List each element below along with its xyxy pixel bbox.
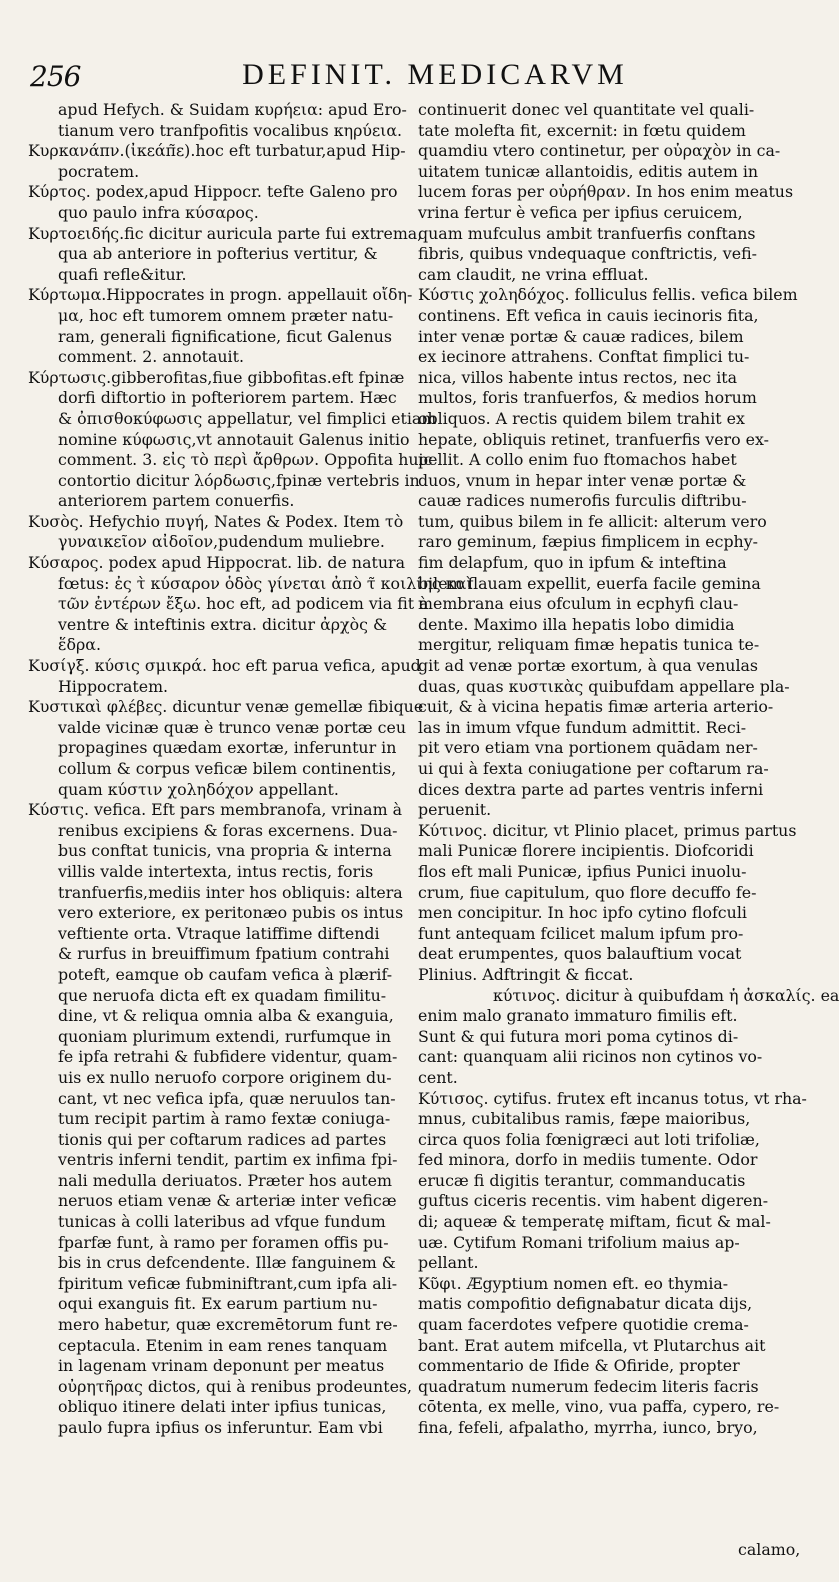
text-line: circa quos folia fœnigræci aut loti trifoliæ,: [418, 1129, 760, 1149]
text-line: comment. 2. annotauit.: [58, 347, 244, 367]
text-line: erucæ fi digitis terantur, commanducatis: [418, 1170, 746, 1190]
text-line: pocratem.: [58, 161, 140, 181]
text-line: Κύρτος. podex,apud Hippocr. tefte Galeno pro: [28, 182, 398, 202]
text-line: poteft, eamque ob caufam vefica à plærif-: [58, 964, 393, 984]
text-line: tionis qui per coftarum radices ad partes: [58, 1129, 387, 1149]
text-line: nomine κύφωσις,vt annotauit Galenus initio: [58, 429, 410, 449]
text-line: quamdiu vtero continetur, per οὐραχὸν in ca-: [418, 141, 781, 161]
text-line: quam mufculus ambit tranfuerfis conftans: [418, 223, 756, 243]
text-line: anteriorem partem conuerfis.: [58, 491, 295, 511]
text-line: cent.: [418, 1067, 458, 1087]
text-line: Κύστις χοληδόχος. folliculus fellis. vefica bilem: [418, 285, 798, 305]
text-line: tate molefta fit, excernit: in fœtu quidem: [418, 120, 746, 140]
text-line: τῶν ἐντέρων ἔξω. hoc eft, ad podicem via fit à: [58, 594, 429, 614]
text-line: ex iecinore attrahens. Conftat fimplici tu-: [418, 347, 750, 367]
text-line: in lagenam vrinam deponunt per meatus: [58, 1356, 385, 1376]
text-line: enim malo granato immaturo fimilis eft.: [418, 1006, 738, 1026]
text-line: men concipitur. In hoc ipfo cytino flofculi: [418, 903, 747, 923]
text-line: lucem foras per οὐρήθραν. In hos enim meatus: [418, 182, 794, 202]
right-column: [418, 100, 839, 1439]
text-line: cauæ radices numerofis furculis diftribu-: [418, 491, 747, 511]
text-line: oqui exanguis fit. Ex earum partium nu-: [58, 1294, 378, 1314]
text-line: villis valde intertexta, intus rectis, foris: [58, 861, 374, 881]
text-line: κύτινος. dicitur à quibufdam ἡ ἀσκαλίς. ea: [493, 985, 839, 1005]
text-line: collum & corpus veficæ bilem continentis,: [58, 759, 397, 778]
running-title: DEFINIT. MEDICARVM: [242, 58, 628, 91]
text-line: neruos etiam venæ & arteriæ inter veficæ: [58, 1191, 397, 1211]
text-line: Κυστικαὶ φλέβες. dicuntur venæ gemellæ fibique: [28, 697, 424, 717]
text-line: fœtus: ἐς τ̀ κύσαρον ὁδὸς γίνεται ἀπὸ τ̃ κοιλίης καὶ: [58, 573, 473, 593]
text-line: tianum vero tranfpofitis vocalibus κηρύεια.: [58, 120, 403, 140]
text-line: di; aqueæ & temperatę miftam, ficut & mal-: [418, 1212, 771, 1232]
text-line: que neruofa dicta eft ex quadam fimilitu-: [58, 985, 387, 1005]
text-line: nali medulla deriuatos. Præter hos autem: [58, 1170, 392, 1190]
text-line: comment. 3. εἰς τὸ περὶ ἄρθρων. Oppofita huic: [58, 450, 433, 470]
text-line: tum, quibus bilem in fe allicit: alterum vero: [418, 511, 767, 531]
text-line: fpiritum veficæ fubminiftrant,cum ipfa ali-: [58, 1273, 398, 1293]
text-line: inter venæ portæ & cauæ radices, bilem: [418, 326, 744, 346]
text-line: & rurfus in breuiffimum fpatium contrahi: [58, 944, 390, 964]
text-line: ceptacula. Etenim in eam renes tanquam: [58, 1335, 388, 1355]
text-line: raro geminum, fæpius fimplicem in ecphy-: [418, 532, 758, 552]
text-line: uitatem tunicæ allantoidis, editis autem in: [418, 161, 759, 181]
text-line: dine, vt & reliqua omnia alba & exanguia,: [58, 1006, 394, 1026]
text-line: pellant.: [418, 1253, 479, 1273]
text-line: membrana eius ofculum in ecphyfi clau-: [418, 594, 739, 614]
text-line: Κύρτωμα.Hippocrates in progn. appellauit οἴδη-: [28, 285, 413, 305]
text-line: propagines quædam exortæ, inferuntur in: [58, 738, 397, 758]
text-line: apud Hefych. & Suidam κυρήεια: apud Ero-: [58, 100, 407, 119]
text-line: Plinius. Adftringit & ficcat.: [418, 964, 634, 984]
text-line: pit vero etiam vna portionem quādam ner-: [418, 738, 758, 758]
text-line: quam facerdotes vefpere quotidie crema-: [418, 1315, 749, 1335]
text-line: οὐρητῆρας dictos, qui à renibus prodeuntes,: [58, 1376, 413, 1396]
text-line: Κύτινος. dicitur, vt Plinio placet, primus partus: [418, 820, 797, 840]
text-line: Κυσὸς. Hefychio πυγή, Nates & Podex. Item τὸ: [28, 511, 404, 531]
text-line: duas, quas κυστικὰς quibufdam appellare pla-: [418, 676, 790, 696]
text-line: ventre & inteftinis extra. dicitur ἀρχὸς &: [58, 614, 388, 634]
text-line: cuit, & à vicina hepatis fimæ arteria arterio-: [418, 697, 774, 717]
text-line: vrina fertur è vefica per ipfius ceruicem,: [418, 202, 743, 222]
text-line: bilem flauam expellit, euerfa facile gemina: [418, 573, 761, 593]
text-line: μα, hoc eft tumorem omnem præter natu-: [58, 305, 394, 325]
text-line: las in imum vfque fundum admittit. Reci-: [418, 717, 747, 737]
text-line: contortio dicitur λόρδωσις,fpinæ vertebris in: [58, 470, 420, 490]
text-line: fparfæ funt, à ramo per foramen offis pu-: [58, 1232, 389, 1252]
text-line: fim delapfum, quo in ipfum & inteftina: [418, 553, 727, 573]
text-line: veftiente orta. Vtraque latiffime diftendi: [58, 923, 380, 943]
text-line: ui qui à fexta coniugatione per coftarum ra-: [418, 759, 769, 778]
text-line: multos, foris tranfuerfos, & medios horum: [418, 388, 757, 408]
text-line: paulo fupra ipfius os inferuntur. Eam vbi: [58, 1418, 383, 1437]
text-line: mero habetur, quæ excremētorum funt re-: [58, 1315, 398, 1335]
text-line: mali Punicæ florere incipientis. Diofcoridi: [418, 841, 754, 861]
text-line: tranfuerfis,mediis inter hos obliquis: altera: [58, 882, 403, 902]
text-line: tunicas à colli lateribus ad vfque fundum: [58, 1212, 386, 1232]
text-line: quafi refle&itur.: [58, 264, 187, 284]
text-line: bus conftat tunicis, vna propria & interna: [58, 841, 392, 861]
text-line: uis ex nullo neruofo corpore originem du-: [58, 1067, 392, 1087]
text-line: & ὀπισθοκύφωσις appellatur, vel fimplici etiam: [58, 408, 437, 428]
text-line: dices dextra parte ad partes ventris inferni: [418, 779, 764, 799]
text-line: uæ. Cytifum Romani trifolium maius ap-: [418, 1232, 740, 1252]
text-line: pellit. A collo enim fuo ftomachos habet: [418, 450, 737, 470]
text-line: flos eft mali Punicæ, ipfius Punici inuolu-: [418, 861, 747, 881]
text-line: git ad venæ portæ exortum, à qua venulas: [418, 656, 759, 676]
text-line: Sunt & qui futura mori poma cytinos di-: [418, 1026, 739, 1046]
text-line: continens. Eft vefica in cauis iecinoris fita,: [418, 305, 759, 325]
text-line: Hippocratem.: [58, 676, 169, 696]
text-line: deat erumpentes, quos balauftium vocat: [418, 944, 742, 964]
text-line: peruenit.: [418, 800, 492, 820]
text-line: commentario de Ifide & Ofiride, propter: [418, 1356, 740, 1376]
text-line: quo paulo infra κύσαρος.: [58, 202, 259, 222]
text-line: Κυρτοειδής.fic dicitur auricula parte fui extrema,: [28, 223, 423, 243]
text-line: obliquos. A rectis quidem bilem trahit ex: [418, 408, 745, 428]
page-header: [30, 60, 770, 94]
text-line: Κύρτωσις.gibberofitas,fiue gibbofitas.eft fpinæ: [28, 367, 405, 387]
text-line: hepate, obliquis retinet, tranfuerfis vero ex-: [418, 429, 769, 449]
text-line: Κυρκανάπν.(ἰκεάπ̃ε).hoc eft turbatur,apud Hip-: [28, 141, 406, 161]
catchword: calamo,: [738, 1540, 801, 1559]
text-line: cant, vt nec vefica ipfa, quæ neruulos tan-: [58, 1088, 396, 1108]
text-line: dorfi diftortio in pofteriorem partem. Hæc: [58, 388, 397, 408]
text-line: matis compofitio defignabatur dicata dijs,: [418, 1294, 753, 1314]
text-line: cant: quanquam alii ricinos non cytinos vo-: [418, 1047, 763, 1067]
text-line: valde vicinæ quæ è trunco venæ portæ ceu: [58, 717, 407, 737]
text-line: quam κύστιν χοληδόχον appellant.: [58, 779, 339, 799]
text-line: fe ipfa retrahi & fubfidere videntur, quam-: [58, 1047, 398, 1067]
text-line: Κῦφι. Ægyptium nomen eft. eo thymia-: [418, 1273, 729, 1293]
text-line: fina, fefeli, afpalatho, myrrha, iunco, bryo,: [418, 1418, 758, 1437]
text-line: mergitur, reliquam fimæ hepatis tunica te-: [418, 635, 760, 655]
text-line: cōtenta, ex melle, vino, vua paffa, cypero, re-: [418, 1397, 780, 1417]
text-line: bis in crus defcendente. Illæ fanguinem &: [58, 1253, 396, 1273]
text-line: funt antequam fcilicet malum ipfum pro-: [418, 923, 744, 943]
text-line: Κύστις. vefica. Eft pars membranofa, vrinam à: [28, 800, 403, 820]
text-line: fed minora, dorfo in mediis tumente. Odor: [418, 1150, 758, 1170]
text-line: fibris, quibus vndequaque conftrictis, vefi-: [418, 244, 757, 264]
text-line: bant. Erat autem mifcella, vt Plutarchus ait: [418, 1335, 766, 1355]
text-line: guftus ciceris recentis. vim habent digeren-: [418, 1191, 769, 1211]
text-line: vero exteriore, ex peritonæo pubis os intus: [58, 903, 404, 923]
text-line: crum, fiue capitulum, quo flore decuffo fe-: [418, 882, 757, 902]
text-line: Κύσαρος. podex apud Hippocrat. lib. de natura: [28, 553, 405, 573]
text-line: qua ab anteriore in pofterius vertitur, &: [58, 244, 378, 264]
page-number: 256: [30, 60, 81, 93]
text-line: Κυσίγξ. κύσις σμικρά. hoc eft parua vefica, apud: [28, 656, 421, 676]
text-line: continuerit donec vel quantitate vel quali-: [418, 100, 755, 119]
text-line: ventris inferni tendit, partim ex infima fpi-: [58, 1150, 398, 1170]
text-line: quadratum numerum fedecim literis facris: [418, 1376, 759, 1396]
text-line: dente. Maximo illa hepatis lobo dimidia: [418, 614, 735, 634]
text-line: Κύτισος. cytifus. frutex eft incanus totus, vt rha-: [418, 1088, 807, 1108]
text-line: γυναικεῖον αἰδοῖον,pudendum muliebre.: [58, 532, 385, 552]
text-line: ram, generali fignificatione, ficut Galenus: [58, 326, 393, 346]
text-line: ἕδρα.: [58, 635, 101, 655]
text-line: duos, vnum in hepar inter venæ portæ &: [418, 470, 747, 490]
text-line: renibus excipiens & foras excernens. Dua-: [58, 820, 398, 840]
text-line: nica, villos habente intus rectos, nec ita: [418, 367, 738, 387]
text-line: quoniam plurimum extendi, rurfumque in: [58, 1026, 392, 1046]
text-line: mnus, cubitalibus ramis, fæpe maioribus,: [418, 1109, 751, 1129]
text-line: tum recipit partim à ramo fextæ coniuga-: [58, 1109, 391, 1129]
text-line: obliquo itinere delati inter ipfius tunicas,: [58, 1397, 387, 1417]
text-line: cam claudit, ne vrina effluat.: [418, 264, 649, 284]
